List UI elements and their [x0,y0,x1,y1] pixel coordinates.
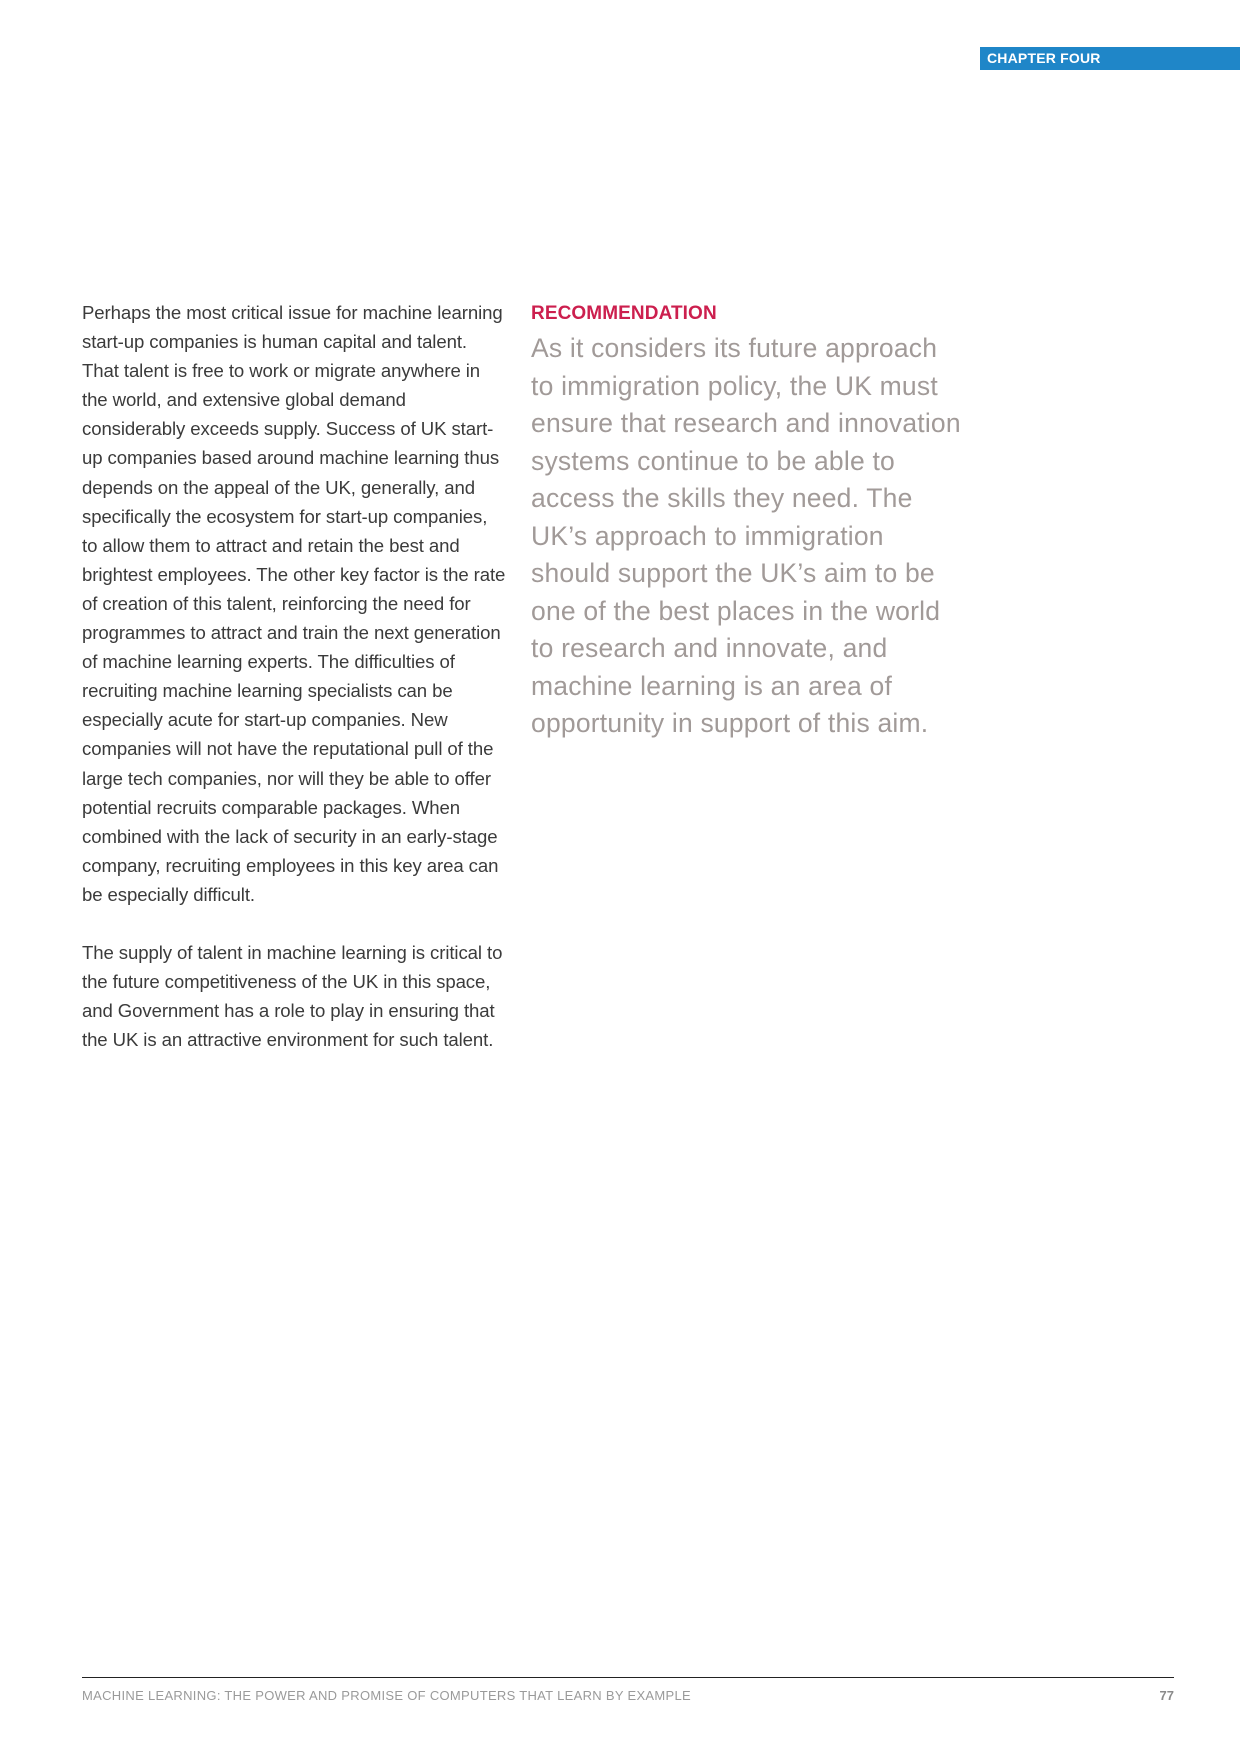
body-text-column [82,298,507,1083]
recommendation-text: As it considers its future approach to immigration policy, the UK must ensure that research and innovation systems continue to be able to access the skills they need. The UK’s approach to immigration should support the UK’s aim to be one of the best places in the world to research and innovate, and machine learning is an area of opportunity in support of this aim. [531,333,961,738]
page-number: 77 [1159,1688,1174,1703]
recommendation-box [531,298,961,743]
chapter-label: CHAPTER FOUR [980,47,1240,70]
body-paragraph-2: The supply of talent in machine learning is critical to the future competitiveness of the UK in this space, and Government has a role to play in ensuring that the UK is an attractive environment for such talent. [82,941,503,1051]
body-paragraph-1: Perhaps the most critical issue for machine learning start-up companies is human capital and talent. That talent is free to work or migrate anywhere in the world, and extensive global demand considerably exceeds supply. Success of UK start-up companies based around machine learning thus depends on the appeal of the UK, generally, and specifically the ecosystem for start-up companies, to allow them to attract and retain the best and brightest employees. The other key factor is the rate of creation of this talent, reinforcing the need for programmes to attract and train the next generation of machine learning experts. The difficulties of recruiting machine learning specialists can be especially acute for start-up companies. New companies will not have the reputational pull of the large tech companies, nor will they be able to offer potential recruits comparable packages. When combined with the lack of security in an early-stage company, recruiting employees in this key area can be especially difficult. [82,302,506,905]
recommendation-heading: RECOMMENDATION [531,303,717,324]
footer-title: MACHINE LEARNING: THE POWER AND PROMISE OF COMPUTERS THAT LEARN BY EXAMPLE [82,1688,691,1703]
footer-divider [82,1677,1174,1678]
